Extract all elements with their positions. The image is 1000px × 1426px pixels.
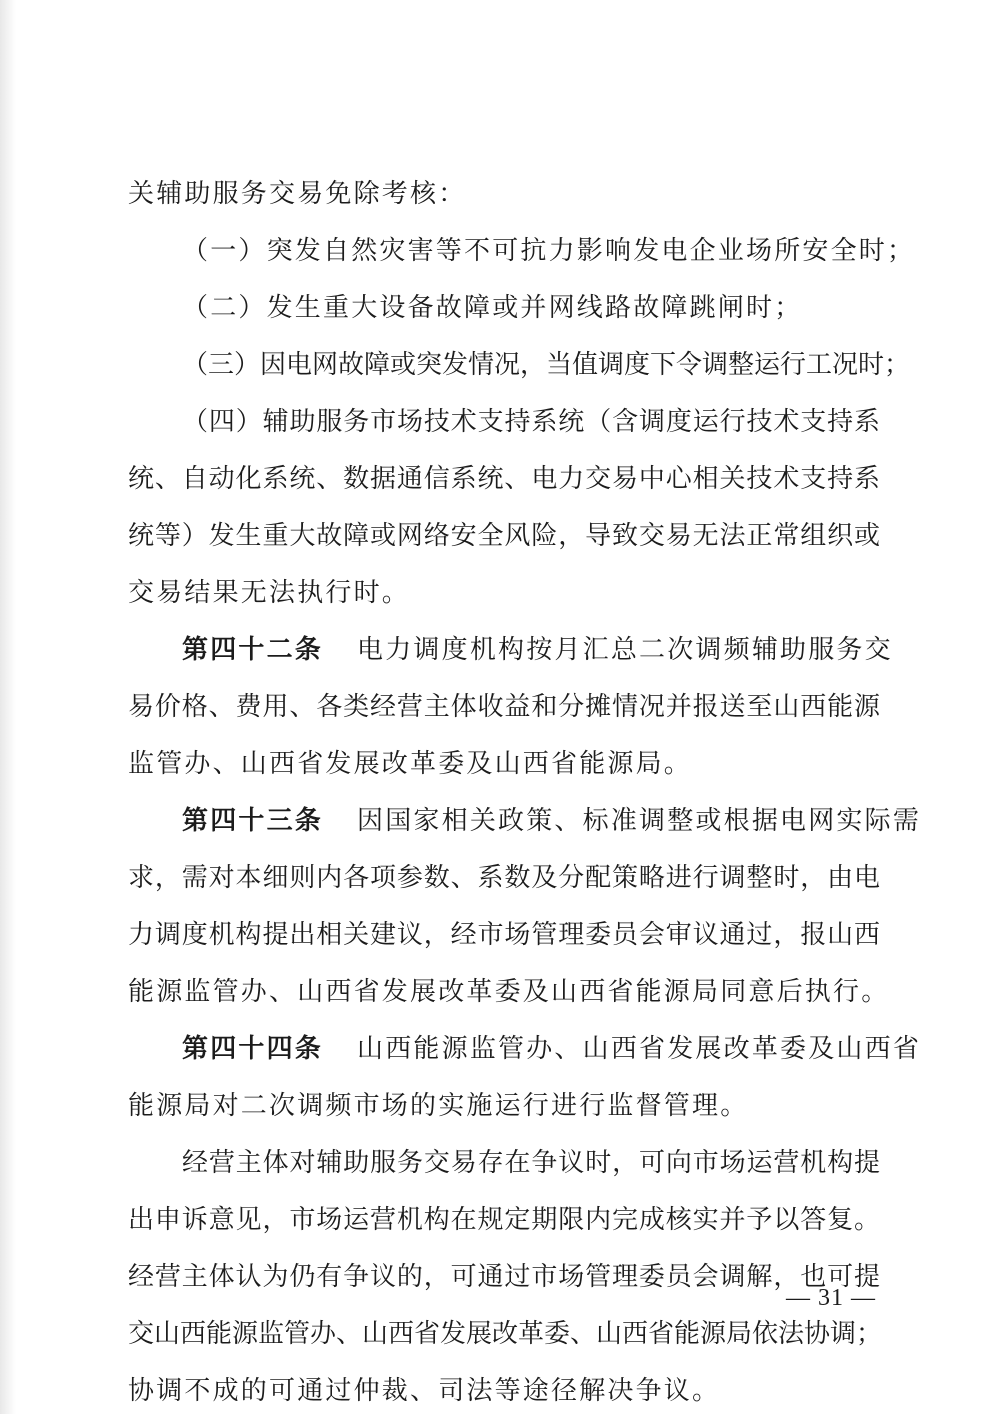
list-item-4-line-4: 交易结果无法执行时。 — [128, 578, 411, 608]
page-edge-shadow — [0, 0, 16, 1414]
article-44-text: 山西能源监管办、山西省发展改革委及山西省 — [357, 1034, 922, 1064]
article-42-line-2: 易价格、费用、各类经营主体收益和分摊情况并报送至山西能源 — [128, 692, 880, 722]
article-44-line-1 — [128, 1027, 922, 1084]
dispute-line-4: 交山西能源监管办、山西省发展改革委、山西省能源局依法协调； — [128, 1319, 883, 1349]
list-item-2: （二）发生重大设备故障或并网线路故障跳闸时； — [182, 293, 803, 323]
article-42-heading: 第四十二条 — [182, 635, 324, 665]
list-item-4-line-2: 统、自动化系统、数据通信系统、电力交易中心相关技术支持系 — [128, 464, 880, 494]
article-43-line-1 — [128, 799, 922, 856]
dispute-line-1: 经营主体对辅助服务交易存在争议时，可向市场运营机构提 — [182, 1148, 880, 1178]
article-42-text: 电力调度机构按月汇总二次调频辅助服务交 — [357, 635, 893, 665]
list-item-4-line-1: （四）辅助服务市场技术支持系统（含调度运行技术支持系 — [182, 407, 880, 437]
list-item-3: （三）因电网故障或突发情况，当值调度下令调整运行工况时； — [182, 350, 911, 380]
list-item-4-line-3: 统等）发生重大故障或网络安全风险，导致交易无法正常组织或 — [128, 521, 880, 551]
page-number: — 31 — — [786, 1285, 876, 1311]
article-44-heading: 第四十四条 — [182, 1034, 324, 1064]
document-body — [128, 172, 922, 1426]
article-42-line-1 — [128, 628, 893, 685]
dispute-line-3: 经营主体认为仍有争议的，可通过市场管理委员会调解，也可提 — [128, 1262, 880, 1292]
intro-line: 关辅助服务交易免除考核： — [128, 179, 467, 209]
list-item-1: （一）突发自然灾害等不可抗力影响发电企业场所安全时； — [182, 236, 916, 266]
article-42-line-3: 监管办、山西省发展改革委及山西省能源局。 — [128, 749, 693, 779]
article-43-line-4: 能源监管办、山西省发展改革委及山西省能源局同意后执行。 — [128, 977, 890, 1007]
dispute-line-5: 协调不成的可通过仲裁、司法等途径解决争议。 — [128, 1376, 721, 1406]
article-43-heading: 第四十三条 — [182, 806, 324, 836]
dispute-line-2: 出申诉意见，市场运营机构在规定期限内完成核实并予以答复。 — [128, 1205, 880, 1235]
article-43-line-2: 求，需对本细则内各项参数、系数及分配策略进行调整时，由电 — [128, 863, 880, 893]
article-44-line-2: 能源局对二次调频市场的实施运行进行监督管理。 — [128, 1091, 749, 1121]
article-43-line-3: 力调度机构提出相关建议，经市场管理委员会审议通过，报山西 — [128, 920, 880, 950]
article-43-text: 因国家相关政策、标准调整或根据电网实际需 — [357, 806, 922, 836]
